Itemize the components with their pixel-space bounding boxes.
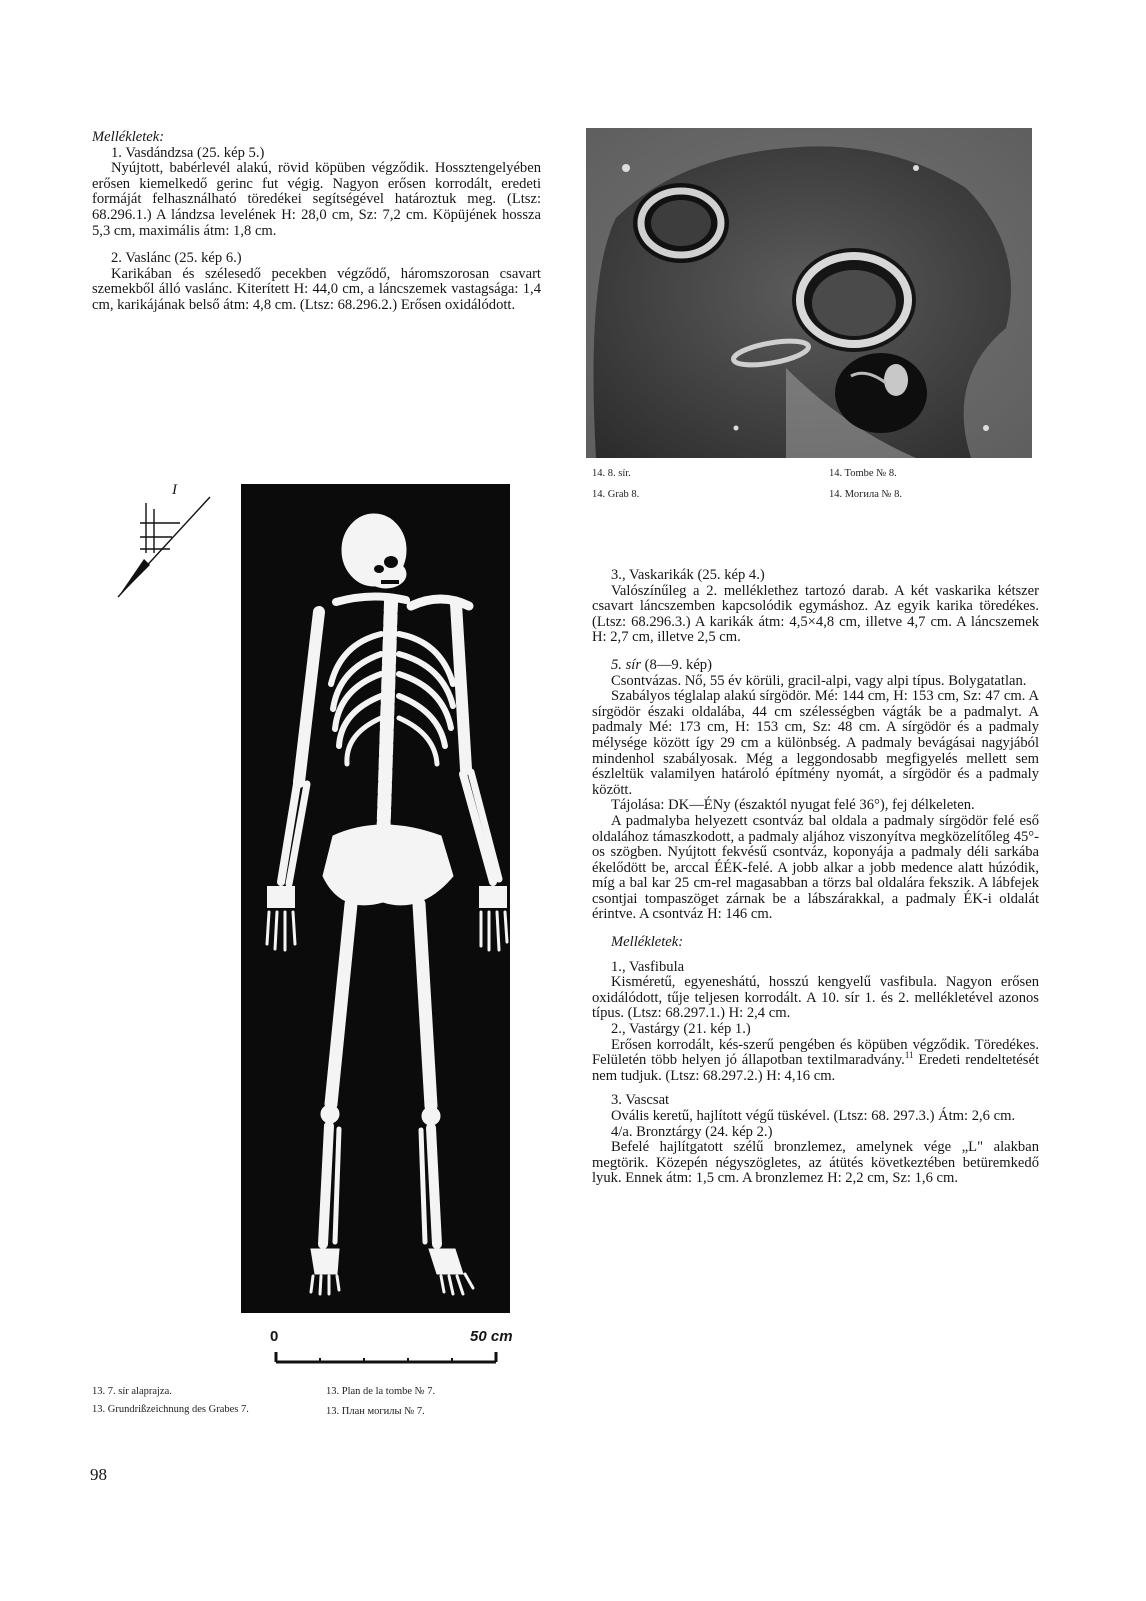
r2-body-tail: Eredeti rendeltetését nem tudjuk. (Ltsz: 68.297.2.) H: 4,16 cm. bbox=[592, 1052, 1039, 1084]
r2-title: 2., Vastárgy (21. kép 1.) bbox=[611, 1021, 751, 1038]
photo-caption-ru: 14. Могила № 8. bbox=[829, 489, 903, 500]
scale-ruler bbox=[274, 1346, 504, 1366]
r2-body-text: Erősen korrodált, kés-szerű pengében és köpüben végződik. Töredékes. Felületén több helyen jó állapotban textilmaradvány. bbox=[592, 1036, 1039, 1069]
r1-body: Kisméretű, egyeneshátú, hosszú kengyelű vasfibula. Nagyon erősen oxidálódott, tűje teljesen korrodált. A 10. sír 1. és 2. mellékletével azonos típus. (Ltsz: 68.297.1.) H: 2,4 cm. bbox=[592, 974, 1039, 1022]
scale-zero-label: 0 bbox=[270, 1328, 279, 1345]
skeleton-drawing bbox=[241, 484, 510, 1313]
r3-body: Ovális keretű, hajlított végű tüskével. (Ltsz: 68. 297.3.) Átm: 2,6 cm. bbox=[611, 1108, 1016, 1124]
item3-body: Valószínűleg a 2. melléklethez tartozó darab. A két vaskarika kétszer csavart láncszemben kapcsolódik egymáshoz. Az egyik karika töredékes. (Ltsz: 68.296.3.) A karikák átm: 4,5×4,8 cm, illetve 4,7 cm. A láncszemek H: 2,7 cm, illetve 2,5 cm. bbox=[592, 582, 1039, 646]
r3-title: 3. Vascsat bbox=[611, 1092, 670, 1109]
r4-title: 4/a. Bronztárgy (24. kép 2.) bbox=[611, 1123, 773, 1140]
drawing-caption-hu: 13. 7. sír alaprajza. bbox=[92, 1386, 172, 1397]
photo-caption-left bbox=[592, 466, 752, 502]
grave-photo bbox=[586, 128, 1032, 458]
item3-title: 3., Vaskarikák (25. kép 4.) bbox=[611, 567, 765, 583]
grave-photo-image bbox=[586, 128, 1032, 458]
scale-bar bbox=[270, 1328, 526, 1368]
r2-body bbox=[592, 1038, 1039, 1085]
scale-end-label: 50 cm bbox=[470, 1328, 513, 1345]
grave-plan-drawing bbox=[241, 484, 510, 1313]
grave-heading-ref: (8—9. kép) bbox=[644, 656, 712, 673]
grave-heading bbox=[592, 658, 1039, 674]
grave-paragraph-3: Tájolása: DK—ÉNy (északtól nyugat felé 36°), fej délkeleten. bbox=[611, 797, 975, 814]
north-arrow-icon bbox=[110, 485, 222, 600]
north-arrow bbox=[110, 482, 222, 600]
mellekletek-heading: Mellékletek: bbox=[92, 129, 165, 145]
drawing-caption-fr: 13. Plan de la tombe № 7. bbox=[326, 1386, 436, 1397]
grave-heading-title: 5. sír bbox=[611, 656, 642, 673]
r4-body: Befelé hajlítgatott szélű bronzlemez, amelynek vége „L" alakban megtörik. Közepén négyszögletes, az átütés következtében betüremkedő lyuk. Ennek átm: 1,5 cm. A bronzlemez H: 2,2 cm, Sz: 1,6 cm. bbox=[592, 1139, 1039, 1187]
drawing-caption-de: 13. Grundrißzeichnung des Grabes 7. bbox=[92, 1404, 249, 1415]
r1-title: 1., Vasfibula bbox=[611, 958, 685, 975]
item1-title: 1. Vasdándzsa (25. kép 5.) bbox=[111, 144, 265, 161]
photo-caption-right bbox=[829, 466, 1009, 502]
drawing-caption-left bbox=[92, 1384, 282, 1416]
drawing-caption-right bbox=[326, 1384, 526, 1419]
grave-paragraph-2: Szabályos téglalap alakú sírgödör. Mé: 144 cm, H: 153 cm, Sz: 47 cm. A sírgödör északi oldalába, 44 cm szélességben vágták be a padmalyt. A padmaly Mé: 173 cm, H: 153 cm, Sz: 48 cm. A sírgödör és a padmaly mélysége között így 29 cm a különbség. A padmaly bevágásai nagyjából mindenhol szabályosak. Még a leggondosabb megfigyelés mellett sem észleltük valamilyen határoló építmény nyomát, a sírgödör és a padmaly között. bbox=[592, 688, 1039, 798]
mellekletek-heading-2: Mellékletek: bbox=[611, 934, 684, 951]
photo-caption-de: 14. Grab 8. bbox=[592, 489, 640, 500]
item2-title: 2. Vaslánc (25. kép 6.) bbox=[111, 250, 242, 267]
north-label: I bbox=[172, 482, 177, 498]
grave-paragraph-4: A padmalyba helyezett csontváz bal oldala a padmaly sírgödör felé eső oldalához támaszkodott, a padmaly aljához viszonyítva megközelítőleg 45°-os szögben. Nyújtott fekvésű csontváz, koponyája a padmaly déli sarkába ékelődött be, arccal ÉÉK-felé. A jobb alkar a jobb medence alatt húzódik, míg a bal kar 25 cm-rel magasabban a törzs bal oldalára fekszik. A lábfejek csontjai tompaszöget zárnak be a lábszárakkal, a padmaly ÉK-i oldalát érintve. A csontváz H: 146 cm. bbox=[592, 812, 1039, 923]
item1-body: Nyújtott, babérlevél alakú, rövid köpüben végződik. Hossztengelyében erősen kiemelkedő gerinc fut végig. Nagyon erősen korrodált, eredeti formáját felhasználható töredékei segítségével határoztuk meg. (Ltsz: 68.296.1.) A lándzsa levelének H: 28,0 cm, Sz: 7,2 cm. Köpüjének hossza 5,3 cm, maximális átm: 1,8 cm. bbox=[92, 160, 541, 239]
item2-body: Karikában és szélesedő pecekben végződő, háromszorosan csavart szemekből álló vaslánc. Kiterített H: 44,0 cm, a láncszemek vastagsága: 1,4 cm, karikájának belső átm: 4,8 cm. (Ltsz: 68.296.2.) Erősen oxidálódott. bbox=[92, 265, 541, 313]
photo-caption-fr: 14. Tombe № 8. bbox=[829, 468, 897, 479]
drawing-caption-ru: 13. План могилы № 7. bbox=[326, 1406, 425, 1417]
grave-paragraph-1: Csontvázas. Nő, 55 év körüli, gracil-alpi, vagy alpi típus. Bolygatatlan. bbox=[611, 672, 1027, 689]
photo-caption-hu: 14. 8. sír. bbox=[592, 468, 631, 479]
left-text-block bbox=[92, 130, 541, 314]
footnote-ref-11: 11 bbox=[904, 1050, 914, 1061]
page-number: 98 bbox=[90, 1465, 107, 1484]
right-text-block bbox=[592, 568, 1039, 1187]
